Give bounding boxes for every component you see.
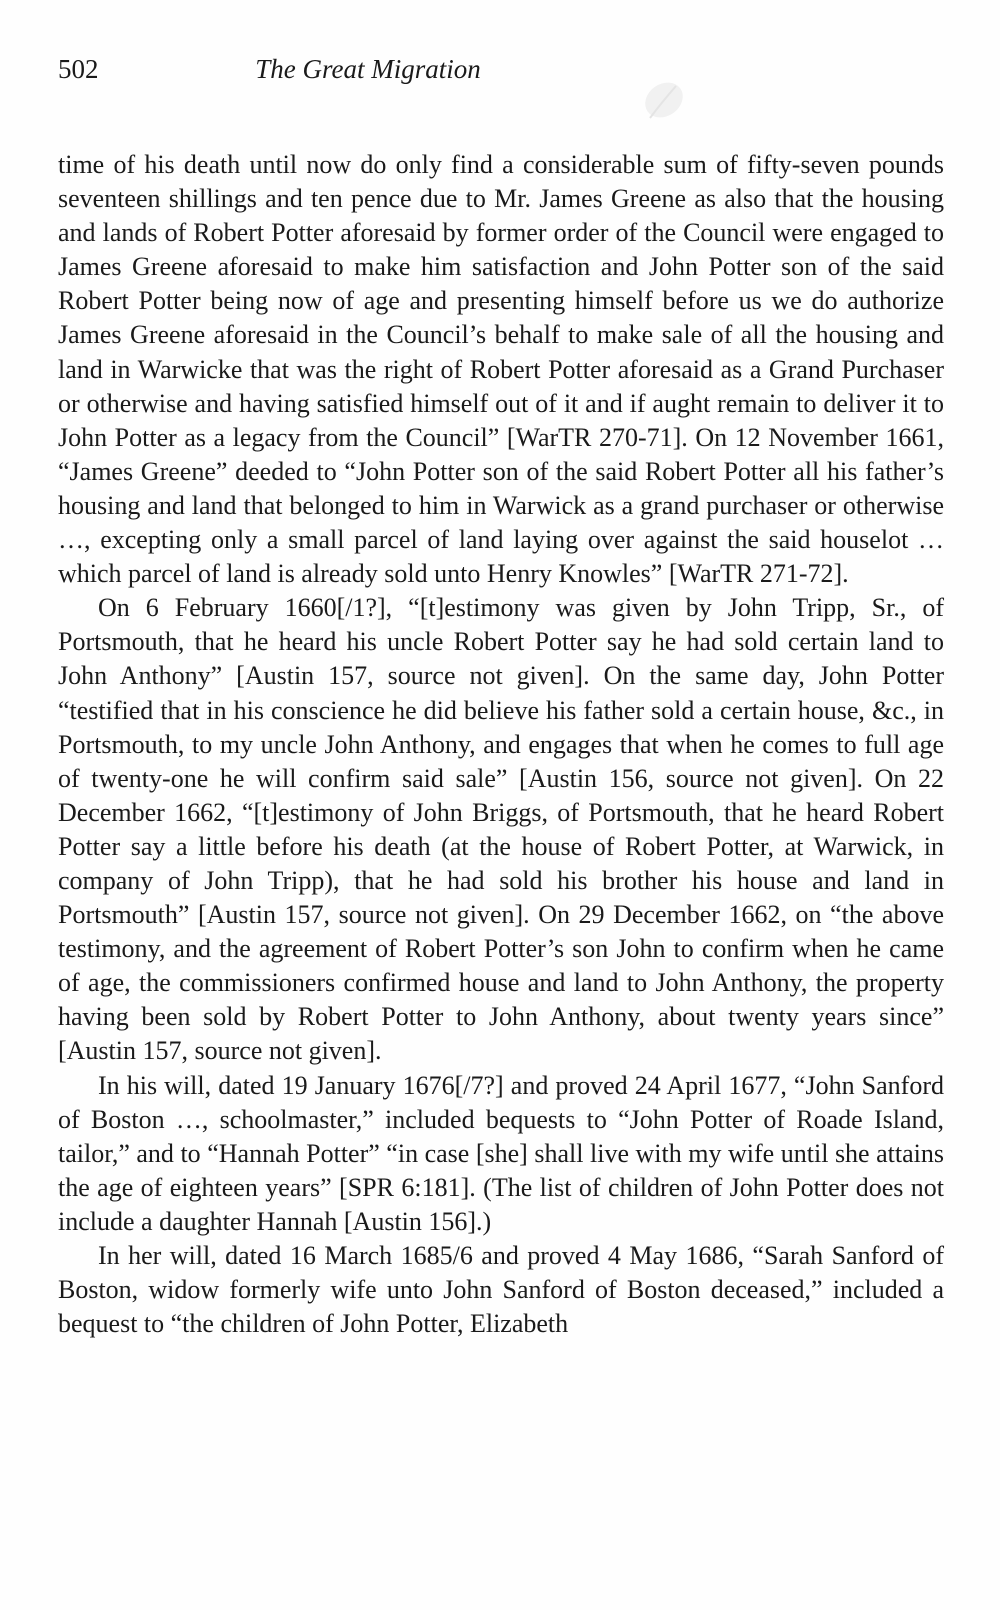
paragraph-continued: time of his death until now do only find a considerable sum of fifty-seven pounds seventeen shillings and ten pence due to Mr. James Greene as also that the housing and lands of Robert Potter aforesaid by former order of the Council were engaged to James Greene aforesaid to make him satisfaction and John Potter son of the said Robert Potter being now of age and presenting himself before us we do authorize James Greene aforesaid in the Council’s behalf to make sale of all the housing and land in Warwicke that was the right of Robert Potter aforesaid as a Grand Purchaser or otherwise and having satisfied himself out of it and if aught remain to deliver it to John Potter as a legacy from the Council” [WarTR 270-71]. On 12 November 1661, “James Greene” deeded to “John Potter son of the said Robert Potter all his father’s housing and land that belonged to him in Warwick as a grand purchaser or otherwise …, excepting only a small parcel of land laying over against the said houselot … which parcel of land is already sold unto Henry Knowles” [WarTR 271-72]. <box>58 150 944 589</box>
page-number: 502 <box>58 54 99 84</box>
paragraph: On 6 February 1660[/1?], “[t]estimony was given by John Tripp, Sr., of Portsmouth, that he heard his uncle Robert Potter say he had sold certain land to John Anthony” [Austin 157, source not given]. On the same day, John Potter “testified that in his conscience he did believe his father sold a certain house, &c., in Portsmouth, to my uncle John Anthony, and engages that when he comes to full age of twenty-one he will confirm said sale” [Austin 156, source not given]. On 22 December 1662, “[t]estimony of John Briggs, of Portsmouth, that he heard Robert Potter say a little before his death (at the house of Robert Potter, at Warwick, in company of John Tripp), that he had sold his brother his house and land in Portsmouth” [Austin 157, source not given]. On 29 December 1662, on “the above testimony, and the agreement of Robert Potter’s son John to confirm when he came of age, the commissioners confirmed house and land to John Anthony, the property having been sold by Robert Potter to John Anthony, about twenty years since” [Austin 157, source not given]. <box>58 593 944 1066</box>
leaf-watermark-icon <box>636 74 692 130</box>
body-text <box>58 148 944 1341</box>
paragraph: In his will, dated 19 January 1676[/7?] and proved 24 April 1677, “John Sanford of Boston …, schoolmaster,” included bequests to “John Potter of Roade Island, tailor,” and to “Hannah Potter” “in case [she] shall live with my wife until she attains the age of eighteen years” [SPR 6:181]. (The list of children of John Potter does not include a daughter Hannah [Austin 156].) <box>58 1070 944 1236</box>
paragraph: In her will, dated 16 March 1685/6 and proved 4 May 1686, “Sarah Sanford of Boston, widow formerly wife unto John Sanford of Boston deceased,” included a bequest to “the children of John Potter, Elizabeth <box>58 1241 944 1339</box>
running-title: The Great Migration <box>255 54 481 84</box>
running-head <box>58 52 958 92</box>
